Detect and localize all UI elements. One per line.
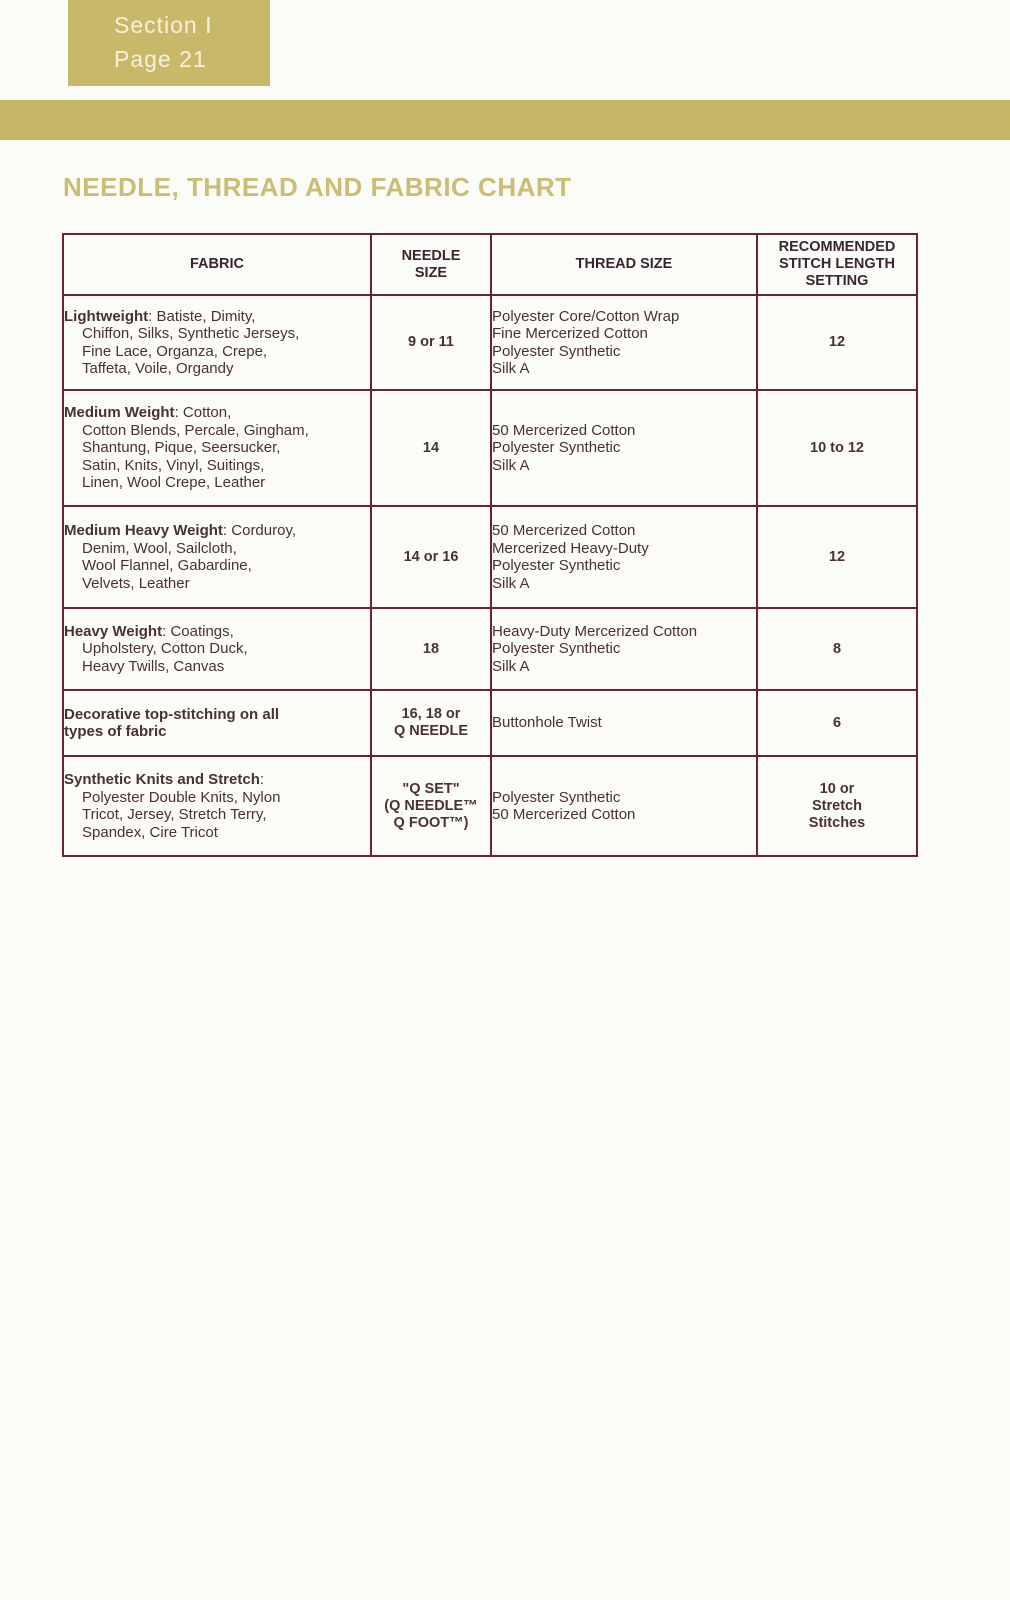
thread-size-cell: Heavy-Duty Mercerized Cotton Polyester Synthetic Silk A [491,608,757,690]
needle-size-cell: 14 [371,390,491,506]
thread-size-cell: 50 Mercerized Cotton Polyester Synthetic Silk A [491,390,757,506]
thread-size-cell: Buttonhole Twist [491,690,757,756]
needle-thread-fabric-table [62,233,918,857]
table-row [63,690,917,756]
header-band [0,100,1010,140]
needle-size-cell: "Q SET" (Q NEEDLE™ Q FOOT™) [371,756,491,856]
page-title: NEEDLE, THREAD AND FABRIC CHART [63,172,572,202]
header-needle-size: NEEDLE SIZE [371,234,491,295]
fabric-cell: Medium Weight: Cotton, Cotton Blends, Percale, Gingham, Shantung, Pique, Seersucker, Satin, Knits, Vinyl, Suitings, Linen, Wool Crepe, Leather [63,390,371,506]
stitch-length-cell: 12 [757,295,917,390]
table-row [63,608,917,690]
header-thread-size: THREAD SIZE [491,234,757,295]
thread-size-cell: Polyester Core/Cotton Wrap Fine Mercerized Cotton Polyester Synthetic Silk A [491,295,757,390]
stitch-length-cell: 10 to 12 [757,390,917,506]
section-label: Section I [114,12,213,38]
thread-size-cell: 50 Mercerized Cotton Mercerized Heavy-Duty Polyester Synthetic Silk A [491,506,757,608]
stitch-length-cell: 8 [757,608,917,690]
fabric-cell: Heavy Weight: Coatings, Upholstery, Cotton Duck, Heavy Twills, Canvas [63,608,371,690]
needle-size-cell: 18 [371,608,491,690]
table-row [63,390,917,506]
table-row [63,295,917,390]
fabric-cell: Lightweight: Batiste, Dimity, Chiffon, Silks, Synthetic Jerseys, Fine Lace, Organza, Crepe, Taffeta, Voile, Organdy [63,295,371,390]
fabric-cell: Synthetic Knits and Stretch: Polyester Double Knits, Nylon Tricot, Jersey, Stretch Terry, Spandex, Cire Tricot [63,756,371,856]
needle-size-cell: 9 or 11 [371,295,491,390]
stitch-length-cell: 10 or Stretch Stitches [757,756,917,856]
table-header-row [63,234,917,295]
needle-size-cell: 14 or 16 [371,506,491,608]
page-number: Page 21 [114,46,207,72]
thread-size-cell: Polyester Synthetic 50 Mercerized Cotton [491,756,757,856]
stitch-length-cell: 12 [757,506,917,608]
table-row [63,506,917,608]
header-fabric: FABRIC [63,234,371,295]
header-stitch-length: RECOMMENDED STITCH LENGTH SETTING [757,234,917,295]
section-tab [68,0,270,86]
fabric-cell: Medium Heavy Weight: Corduroy, Denim, Wool, Sailcloth, Wool Flannel, Gabardine, Velvets, Leather [63,506,371,608]
table-row [63,756,917,856]
needle-size-cell: 16, 18 or Q NEEDLE [371,690,491,756]
fabric-cell: Decorative top-stitching on all types of fabric [63,690,371,756]
stitch-length-cell: 6 [757,690,917,756]
